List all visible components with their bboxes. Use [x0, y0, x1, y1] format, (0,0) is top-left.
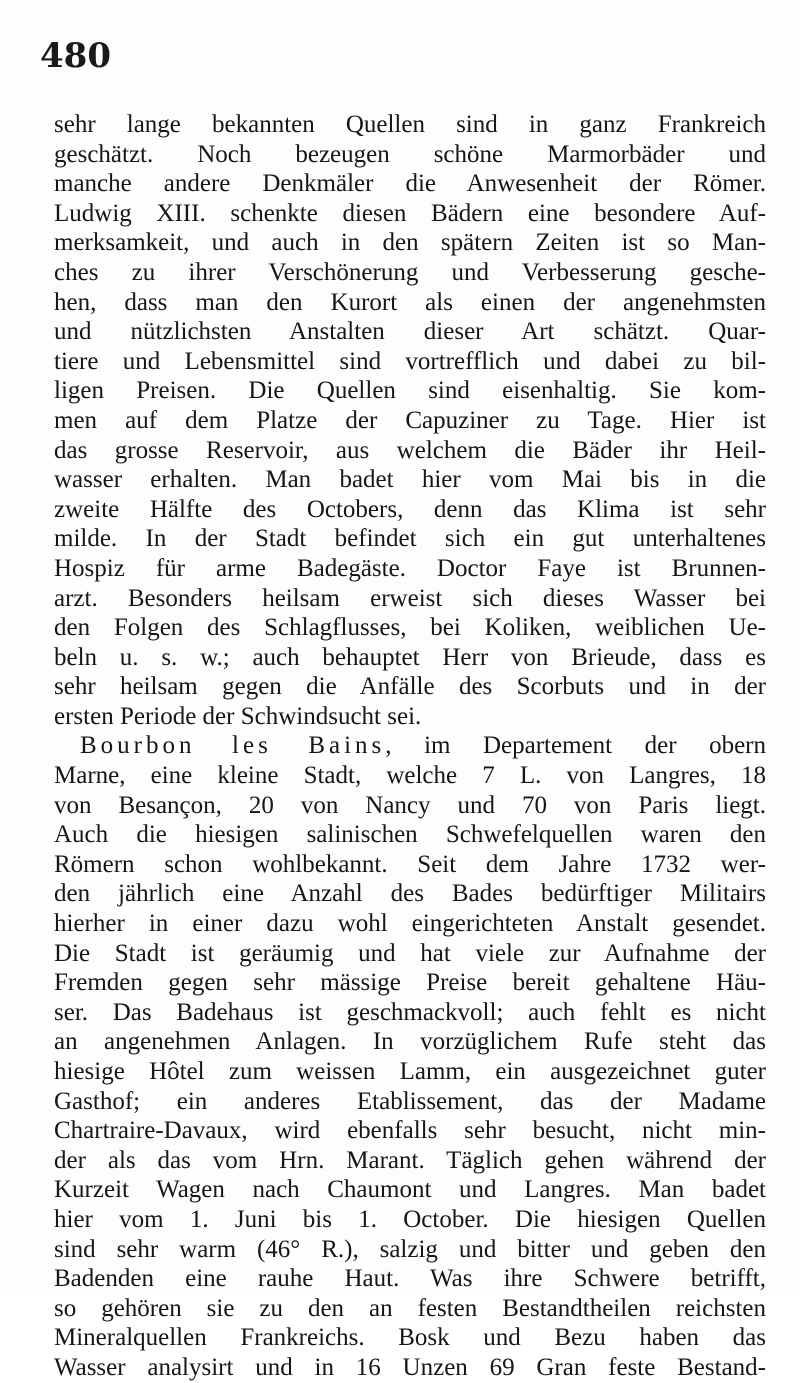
text-line: hen, dass man den Kurort als einen der angenehmsten [54, 288, 766, 316]
paragraph-start-line [54, 731, 766, 761]
text-line: ches zu ihrer Verschönerung und Verbesserung gesche- [54, 258, 766, 286]
body-text [54, 110, 766, 1383]
text-line: das grosse Reservoir, aus welchem die Bäder ihr Heil- [54, 436, 766, 464]
text-line: so gehören sie zu den an festen Bestandtheilen reichsten [54, 1294, 766, 1322]
text-line: Römern schon wohlbekannt. Seit dem Jahre 1732 wer- [54, 850, 766, 878]
text-line: arzt. Besonders heilsam erweist sich dieses Wasser bei [54, 584, 766, 612]
text-line: Hospiz für arme Badegäste. Doctor Faye ist Brunnen- [54, 554, 766, 582]
text-line: von Besançon, 20 von Nancy und 70 von Paris liegt. [54, 791, 766, 819]
text-line: geschätzt. Noch bezeugen schöne Marmorbäder und [54, 140, 766, 168]
text-line: den jährlich eine Anzahl des Bades bedürftiger Militairs [54, 880, 766, 908]
text-line: Die Stadt ist geräumig und hat viele zur Aufnahme der [54, 939, 766, 967]
text-line: Marne, eine kleine Stadt, welche 7 L. von Langres, 18 [54, 762, 766, 790]
text-line: der als das vom Hrn. Marant. Täglich gehen während der [54, 1146, 766, 1174]
text-line: sehr lange bekannten Quellen sind in ganz Frankreich [54, 111, 766, 138]
text-line: Badenden eine rauhe Haut. Was ihre Schwere betrifft, [54, 1265, 766, 1293]
text-line: Gasthof; ein anderes Etablissement, das der Madame [54, 1087, 766, 1115]
text-line: Fremden gegen sehr mässige Preise bereit gehaltene Häu- [54, 969, 766, 997]
text-line: manche andere Denkmäler die Anwesenheit der Römer. [54, 170, 766, 198]
page-number: 480 [40, 36, 111, 76]
text-line: zweite Hälfte des Octobers, denn das Klima ist sehr [54, 495, 766, 523]
text-line: Kurzeit Wagen nach Chaumont und Langres. Man badet [54, 1176, 766, 1204]
text-line: wasser erhalten. Man badet hier vom Mai bis in die [54, 466, 766, 494]
text-line: hierher in einer dazu wohl eingerichteten Anstalt gesendet. [54, 910, 766, 938]
text-line: hiesige Hôtel zum weissen Lamm, ein ausgezeichnet guter [54, 1058, 766, 1085]
text-line: ersten Periode der Schwindsucht sei. [54, 702, 422, 730]
text-line-rest: , im Departement der obern [385, 732, 766, 760]
place-heading: Bourbon les Bains [80, 732, 386, 760]
text-line: an angenehmen Anlagen. In vorzüglichem Rufe steht das [54, 1028, 766, 1056]
text-line: Wasser analysirt und in 16 Unzen 69 Gran feste Bestand- [54, 1353, 766, 1381]
text-line: Ludwig XIII. schenkte diesen Bädern eine besondere Auf- [54, 199, 766, 227]
text-line: Chartraire-Davaux, wird ebenfalls sehr besucht, nicht min- [54, 1117, 766, 1145]
text-line: Mineralquellen Frankreichs. Bosk und Bezu haben das [54, 1324, 766, 1352]
text-line: beln u. s. w.; auch behauptet Herr von Brieude, dass es [54, 643, 766, 671]
text-line: und nützlichsten Anstalten dieser Art schätzt. Quar- [54, 318, 766, 346]
text-line: milde. In der Stadt befindet sich ein gut unterhaltenes [54, 525, 766, 553]
text-line: Auch die hiesigen salinischen Schwefelquellen waren den [54, 821, 766, 849]
text-line: ser. Das Badehaus ist geschmackvoll; auch fehlt es nicht [54, 998, 766, 1026]
text-line: sind sehr warm (46° R.), salzig und bitter und geben den [54, 1235, 766, 1263]
text-line: men auf dem Platze der Capuziner zu Tage. Hier ist [54, 406, 766, 434]
text-line: sehr heilsam gegen die Anfälle des Scorbuts und in der [54, 673, 766, 701]
text-line: ligen Preisen. Die Quellen sind eisenhaltig. Sie kom- [54, 377, 766, 405]
text-line: tiere und Lebensmittel sind vortrefflich und dabei zu bil- [54, 347, 766, 375]
text-line: merksamkeit, und auch in den spätern Zeiten ist so Man- [54, 229, 766, 257]
text-line: hier vom 1. Juni bis 1. October. Die hiesigen Quellen [54, 1205, 766, 1233]
text-line: den Folgen des Schlagflusses, bei Koliken, weiblichen Ue- [54, 614, 766, 642]
